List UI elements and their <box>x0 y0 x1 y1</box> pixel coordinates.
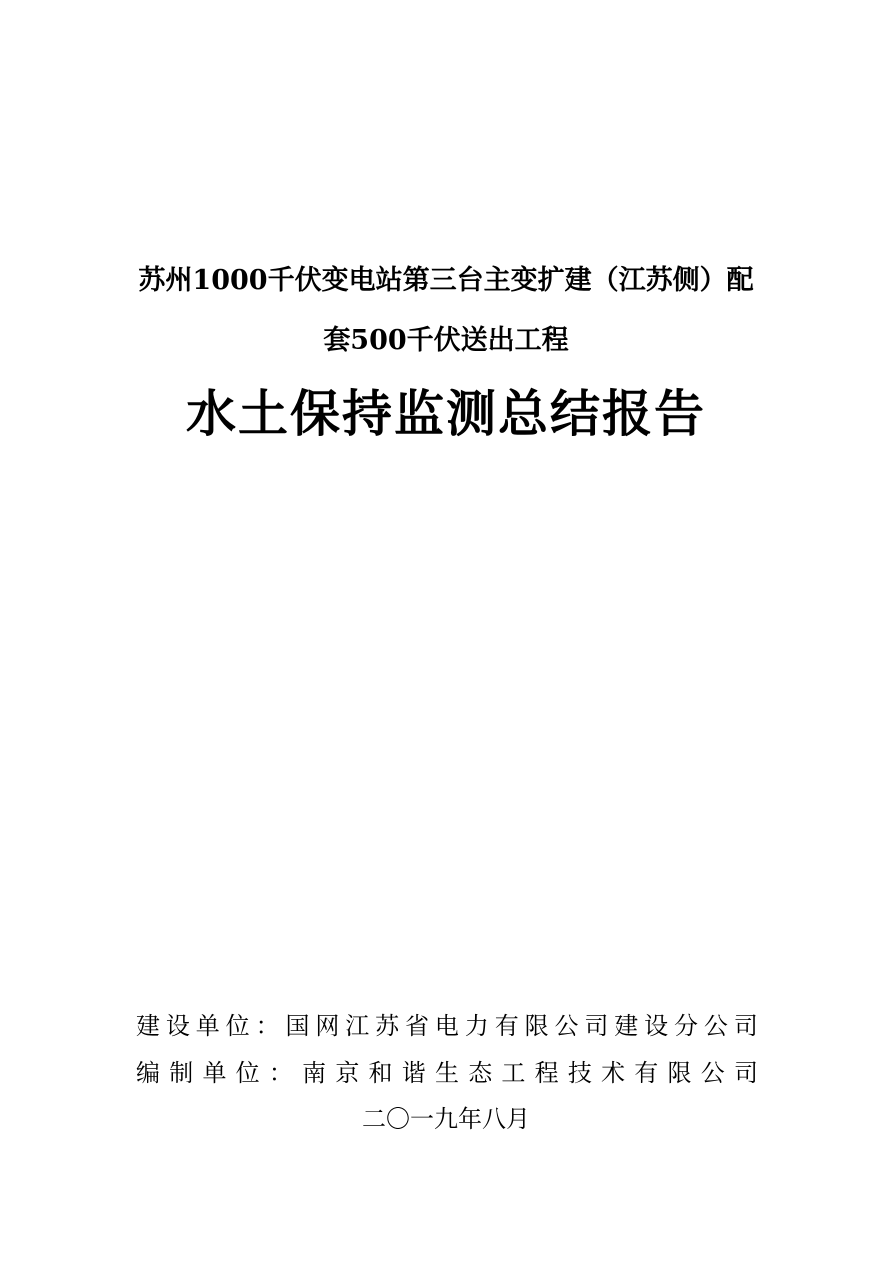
compiling-unit-line: 编 制 单 位 ： 南 京 和 谐 生 态 工 程 技 术 有 限 公 司 <box>136 1059 758 1087</box>
project-title-line-1: 苏州1000千伏变电站第三台主变扩建（江苏侧）配 <box>138 265 754 296</box>
report-date: 二〇一九年八月 <box>362 1105 530 1133</box>
project-title-line-2: 套500千伏送出工程 <box>323 325 569 356</box>
report-main-title: 水土保持监测总结报告 <box>186 385 706 443</box>
construction-unit-line: 建 设 单 位 ： 国 网 江 苏 省 电 力 有 限 公 司 建 设 分 公 司 <box>136 1012 758 1040</box>
